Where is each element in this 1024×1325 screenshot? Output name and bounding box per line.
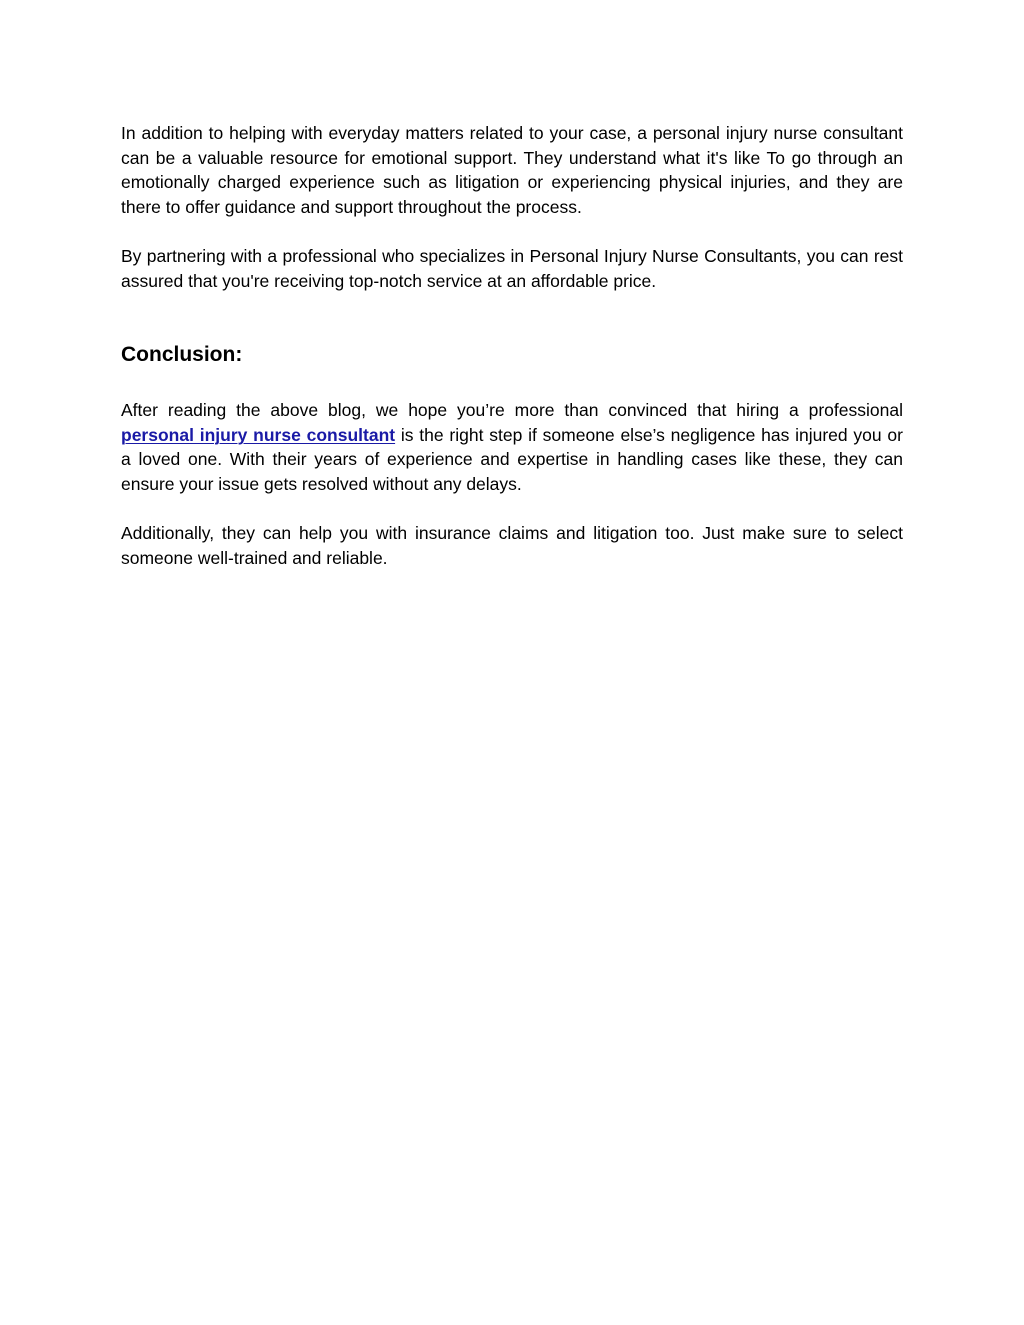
paragraph-additionally: Additionally, they can help you with insurance claims and litigation too. Just make sure to select someone well-trained and reliable.: [121, 523, 903, 568]
conclusion-heading: Conclusion:: [121, 343, 243, 367]
paragraph-emotional-support: In addition to helping with everyday matters related to your case, a personal injury nurse consultant can be a valuable resource for emotional support. They understand what it's like To go through an emotionally charged experience such as litigation or experiencing physical injuries, and they are there to offer guidance and support throughout the process.: [121, 123, 903, 217]
document-body: [121, 121, 903, 570]
conclusion-text-before-link: After reading the above blog, we hope you’re more than convinced that hiring a professional: [121, 400, 903, 421]
paragraph-conclusion: [121, 398, 903, 496]
conclusion-text-after-link: is the right step if someone else’s negligence has injured you or a loved one. With their years of experience and expertise in handling cases like these, they can ensure your issue gets resolved without any delays.: [121, 424, 903, 494]
paragraph-partnering: By partnering with a professional who specializes in Personal Injury Nurse Consultants, you can rest assured that you're receiving top-notch service at an affordable price.: [121, 245, 903, 291]
personal-injury-nurse-consultant-link[interactable]: personal injury nurse consultant: [121, 424, 396, 445]
